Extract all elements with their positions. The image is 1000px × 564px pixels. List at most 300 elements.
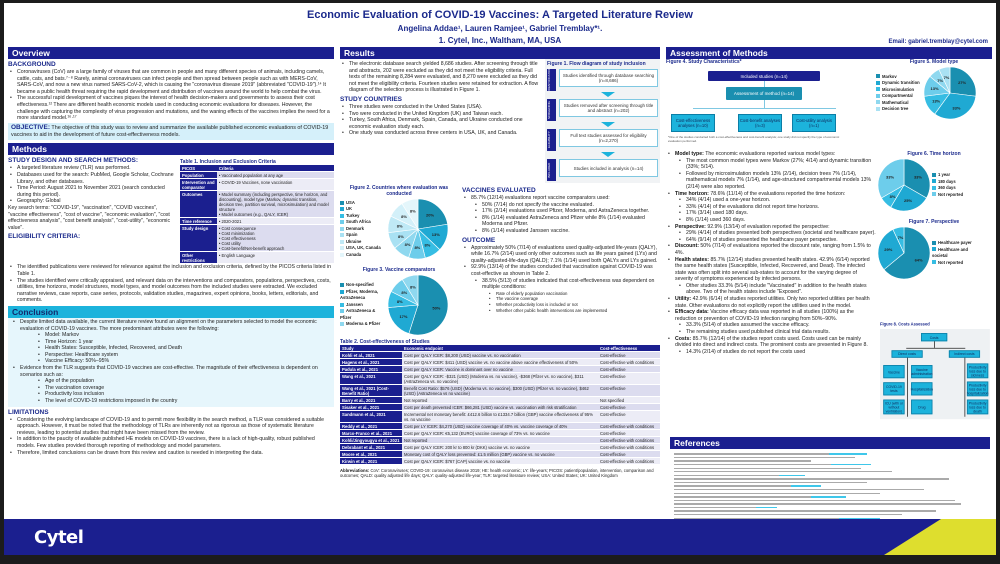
list-item: • 8% (1/14) evaluated Janssen vaccine. xyxy=(462,228,660,235)
list-item: • 14.3% (2/14) of studies do not report the costs used xyxy=(666,349,876,356)
legend-label: Markov xyxy=(882,73,897,79)
assessment-box: Assessment of method (n=14) xyxy=(726,87,802,100)
list-item: • The electronic database search yielded 8,686 studies. After screening through title and abstracts, 202 were excluded as they did not meet the eligibility criteria. Full texts of the remaining 8,284 were evaluated, and 8,270 were excluded as they did not meet the eligibility criteria. Fourteen studies were retained for extraction. A flow diagram of the selection process is illustrated in Figure 1. xyxy=(340,61,540,94)
table-cell: Cost-effective with conditions xyxy=(598,423,660,430)
reference-line-redacted xyxy=(674,493,880,494)
chart-legend xyxy=(932,172,978,198)
pie-data-label: 29% xyxy=(884,246,893,252)
legend-label: Moderna & Pfizer xyxy=(346,321,381,327)
legend-label: Not reported xyxy=(938,259,964,265)
legend-label: Compartmental xyxy=(882,93,913,98)
legend-label: Healthcare payer xyxy=(938,240,972,245)
reference-line-redacted xyxy=(674,500,955,501)
references-header: References xyxy=(670,437,990,449)
pie-data-label: 8% xyxy=(409,208,416,214)
list-item: • The successful rapid development of vaccines piques the interest of health decision-makers and governments to assess their cost effectiveness.¹² There are different health economic models used in conducting economic evaluations for diseases. However, the challenge with capturing the complexity of virus progression and mutations, and the waning effects of the vaccines implies the need for a more standard model.¹⁶·¹⁷ xyxy=(8,95,334,121)
table-row xyxy=(340,366,660,373)
figure-1-caption: Figure 1. Flow diagram of study inclusion xyxy=(547,61,646,67)
legend-swatch xyxy=(340,220,344,224)
list-item: • 8% (1/14) evaluated AstraZeneca and Pfizer while 8% (1/14) evaluated Moderna and Pfizer. xyxy=(462,215,660,228)
legend-swatch xyxy=(876,94,880,98)
references-list-redacted xyxy=(670,449,990,523)
cba-box: Cost-benefit analyses (n=3) xyxy=(738,114,782,132)
list-item: • Approximately 50% (7/14) of evaluations used quality-adjusted life-years (QALY), while 16.7% (2/14) used only other outcomes such as life years gained (LYs) and quality-adjusted-life-days (QALD); 7.1% (1/14) used both QALYs and LYs gained. xyxy=(462,245,660,265)
stage-label: SCREENING xyxy=(547,99,556,121)
contact-email[interactable]: Email: gabriel.tremblay@cytel.com xyxy=(888,39,988,45)
table-cell: Benefit Cost Ratio: $576 (USD) (Moderna vs. no vaccine), $300 (USD) (Pfizer vs. no vaccine), $462 (USD) (AstraZeneca vs no vaccine) xyxy=(402,385,598,397)
limitations-heading: LIMITATIONS xyxy=(8,408,49,416)
pie-data-label: 27% xyxy=(958,79,967,85)
included-studies-box: Included studies (n=14) xyxy=(708,71,820,81)
flow-box: Studies included in analysis (n=14) xyxy=(559,159,658,177)
legend-swatch xyxy=(932,192,936,196)
legend-label: Non-specified xyxy=(346,282,374,288)
abbreviations-text: CoV: Coronaviruses; COVID-19: coronavirus disease 2019; HE: health economic; LY: life-years; PICOS: patient/population, intervention, comparison and outcomes; QALD: quality adjusted life days; QALY: quality-adjusted life-year; TLR: targeted literature review; USA: United States; UK: United Kingdom xyxy=(340,468,654,479)
list-item: • 33.3% (5/14) of studies assumed the vaccine efficacy. xyxy=(666,322,876,329)
bullet-text: 92.9% (13/14) of evaluation reported the perspective: xyxy=(707,223,830,230)
table-cell: Not reported xyxy=(402,397,598,404)
list-item: • Geography: Global xyxy=(8,198,176,205)
list-item: • 92.9% (13/14) of the studies concluded that vaccination against COVID-19 was cost-effective as shown in Table 2. xyxy=(462,264,660,277)
table-cell: Wang et al., 2021 (Cost-Benefit Ratio) xyxy=(340,385,402,397)
legend-swatch xyxy=(340,246,344,250)
reference-line-redacted xyxy=(674,475,805,476)
background-list xyxy=(8,69,334,122)
legend-label: Pfizer, Moderna, AstraZeneca xyxy=(340,288,379,301)
table-cell: • English Language xyxy=(217,252,334,264)
list-item: • Vaccine Efficacy: 50%–95% xyxy=(11,358,331,365)
flow-stage xyxy=(547,159,658,181)
flow-box: Studies removed after screening through title and abstract (n=202) xyxy=(559,99,658,117)
outcome-heading: OUTCOME xyxy=(462,236,496,244)
reference-line-redacted xyxy=(674,510,936,511)
table-row xyxy=(180,252,334,264)
table-row xyxy=(340,430,660,437)
table-cell: Monetary cost of QALY loss prevented: £1.5 million (GBP) vaccine vs. no vaccine xyxy=(402,451,598,458)
list-item: • 50% (7/14) do not specify the vaccine evaluated. xyxy=(462,202,660,209)
list-item: • Three studies were conducted in the United States (USA). xyxy=(340,104,540,111)
bullet-label: Efficacy data: xyxy=(675,309,709,316)
pie-chart xyxy=(922,65,978,121)
flow-stage xyxy=(547,129,658,151)
figure-8-costs-assessed xyxy=(880,322,990,419)
pie-data-label: 25% xyxy=(904,198,913,204)
legend-label: Janssen xyxy=(346,301,363,307)
cost-item: Productivity loss due to sickness xyxy=(968,364,987,377)
legend-swatch xyxy=(340,201,344,205)
reference-line-redacted xyxy=(674,453,867,454)
legend-label: Microsimulation xyxy=(882,86,915,92)
reference-link-redacted xyxy=(829,453,868,454)
table-cell: Population xyxy=(180,172,217,179)
flow-col xyxy=(559,69,658,91)
table-cell: Padula et al., 2021 xyxy=(340,366,402,373)
list-item xyxy=(666,191,876,198)
table-cell: Kohli/Jingyougyu et al., 2021 xyxy=(340,437,402,444)
cost-item: Productivity loss due to hospitalization xyxy=(966,382,989,396)
legend-swatch xyxy=(340,227,344,231)
legend-swatch xyxy=(876,87,880,91)
table-cell: Not reported xyxy=(402,437,598,444)
table-cell: Time reference xyxy=(180,218,217,225)
table-cell: Outcomes xyxy=(180,191,217,218)
table-cell: Cost per QALY ICER: $411 (USD) vaccine vs. no vaccine above vaccine effectiveness of 50% xyxy=(402,359,598,366)
flow-stage xyxy=(547,99,658,121)
legend-label: AstraZeneca & Pfizer xyxy=(340,308,376,320)
reference-line-redacted xyxy=(674,457,855,458)
poster-header xyxy=(4,9,996,45)
pie-data-label: 13% xyxy=(431,231,440,237)
stage-label: INCLUDED xyxy=(547,159,556,181)
study-design-heading: STUDY DESIGN AND SEARCH METHODS: xyxy=(8,157,139,165)
legend-label: Dynamic transition xyxy=(882,80,920,85)
legend-swatch xyxy=(340,240,344,244)
table-cell: Sandmann et al., 2021 xyxy=(340,411,402,423)
table-cell: Incremental net monetary benefit: £412.6 billion to £1334.7 billion (GBP) vaccine effectiveness of 95% vs. no vaccine xyxy=(402,411,598,423)
reference-link-redacted xyxy=(811,496,845,497)
table-row xyxy=(340,411,660,423)
reference-line-redacted xyxy=(674,464,871,465)
legend-label: 360 days xyxy=(938,185,956,190)
table-cell: Cost-effective xyxy=(598,373,660,385)
pie-data-label: 8% xyxy=(889,193,896,199)
table-cell: • COVID-19 Vaccines, none vaccination xyxy=(217,179,334,191)
legend-label: Turkey xyxy=(346,212,360,218)
assessment-column xyxy=(666,47,992,355)
list-item: • 8% (1/14) used 360 days. xyxy=(666,217,876,224)
legend-label: Ukraine xyxy=(346,238,362,244)
pie-data-label: 8% xyxy=(404,241,411,247)
legend-label: 180 days xyxy=(938,178,956,184)
flow-col xyxy=(559,129,658,151)
table-cell: Marco-Franco et al., 2021 xyxy=(340,430,402,437)
cost-item: Hospitalization xyxy=(911,382,932,395)
pie-data-label: 17% xyxy=(399,314,408,320)
legend-label: South Africa xyxy=(346,219,371,225)
pie-chart xyxy=(876,157,932,213)
table-cell: Cost per QALY ICER: €5,132 (EURO) vaccine coverage of 73% vs. no vaccine xyxy=(402,430,598,437)
legend-swatch xyxy=(932,173,936,177)
bullet-text: 85.7% (12/14) studies presented health states. 42.9% (6/14) reported the same health states (Susceptible, Infected, Recovered, and Dead). The infected state was often split into several sub-states to account for the varying degree of severity of symptoms experienced by infected persons. xyxy=(675,256,870,283)
table-row xyxy=(340,385,660,397)
table-cell: Cost-effective xyxy=(598,430,660,437)
list-item: • Productivity loss inclusion xyxy=(11,391,331,398)
list-item xyxy=(666,151,876,158)
table-header: Study xyxy=(340,345,402,352)
list-item: • Coronaviruses (CoV) are a large family of viruses that are common in people and many different species of animals, including camels, cattle, cats, and bats.⁷⁻⁸ Rarely, animal coronaviruses can infect people and then spread between people such as with MERS-CoV, SARS-CoV, and now a new virus named SARS-CoV-2, which is causing the "coronavirus disease 2019" (abbreviated "COVID-19").¹⁴ It became a public health threat requiring the rapid development and distribution of vaccines around the world to help combat the virus. xyxy=(8,69,334,95)
indirect-costs-box: Indirect costs xyxy=(949,350,980,357)
cost-item: Vaccine administration xyxy=(911,365,932,378)
list-item: • 33% (4/14) of the evaluations did not report time horizons. xyxy=(666,204,876,211)
list-item: • Age of the population xyxy=(11,378,331,385)
bullet-label: Perspective: xyxy=(675,223,706,230)
bullet-text: The economic evaluations reported various model types: xyxy=(705,151,836,157)
list-item xyxy=(666,296,876,309)
assessment-list xyxy=(666,151,876,355)
bullet-label: Utility: xyxy=(675,296,692,303)
legend-label: Canada xyxy=(346,251,362,257)
legend-swatch xyxy=(340,322,344,326)
figure-7-caption: Figure 7. Perspective xyxy=(908,219,960,225)
cost-item: Vaccine xyxy=(883,365,904,378)
legend-item xyxy=(932,192,978,199)
references-section xyxy=(670,437,990,523)
table-row xyxy=(340,451,660,458)
figure-4-study-characteristics xyxy=(666,59,876,151)
pie-data-label: 8% xyxy=(396,298,403,304)
table-row xyxy=(180,225,334,252)
pie-data-label: 33% xyxy=(913,174,922,180)
table-cell: Cost-effective xyxy=(598,352,660,359)
assessment-header: Assessment of Methods xyxy=(666,47,992,59)
table-cell: • 2020-2021 xyxy=(217,218,334,225)
list-item: • Evidence from the TLR suggests that COVID-19 vaccines are cost-effective. The magnitude of their effectiveness is dependent on scenarios such as: xyxy=(11,365,331,378)
bullet-label: Costs: xyxy=(675,335,692,342)
list-item: • Two were conducted in the United Kingdom (UK) and Taiwan each. xyxy=(340,111,540,118)
table-cell: Sisaker et al., 2021 xyxy=(340,404,402,411)
list-item: • Health States: Susceptible, Infected, Recovered, and Death xyxy=(11,345,331,352)
legend-swatch xyxy=(876,100,880,104)
bullet-label: Discount: xyxy=(675,243,699,250)
list-item: • Databases used for the search: PubMed, Google Scholar, Cochrane Library, and other databases. xyxy=(8,172,176,185)
legend-label: Denmark xyxy=(346,225,364,231)
table-1-caption: Table 1. Inclusion and Exclusion Criteria xyxy=(180,159,276,166)
list-item: • Whether other public health interventions are implemented xyxy=(462,308,660,314)
bullet-text: 78.6% (11/14) of the evaluations reported the time horizon: xyxy=(710,190,846,197)
figure-8-caption: Figure 8. Costs Assessed xyxy=(880,322,930,328)
bullet-label: Model type: xyxy=(675,151,704,157)
legend-swatch xyxy=(932,260,936,264)
reference-line-redacted xyxy=(674,478,949,479)
flow-stage xyxy=(547,69,658,91)
affiliation: 1. Cytel, Inc., Waltham, MA, USA xyxy=(438,36,562,45)
down-arrow-icon xyxy=(601,92,615,97)
pie-data-label: 20% xyxy=(426,212,435,218)
direct-costs-box: Direct costs xyxy=(891,350,922,357)
reference-line-redacted xyxy=(674,485,821,486)
legend-label: USA, UK, Canada xyxy=(346,245,381,251)
reference-line-redacted xyxy=(674,471,892,472)
reference-link-redacted xyxy=(791,485,820,486)
vaccines-evaluated-heading: VACCINES EVALUATED xyxy=(462,187,536,194)
list-item: • Therefore, limited conclusions can be drawn from this review and caution is needed in interpreting the data. xyxy=(8,450,334,457)
flow-col xyxy=(559,99,658,121)
table-cell: • Vaccinated population at any age xyxy=(217,172,334,179)
chart-legend xyxy=(876,74,922,113)
conclusion-header: Conclusion xyxy=(8,306,334,318)
list-item: • 64% (9/14) of studies presented the healthcare payer perspective. xyxy=(666,237,876,244)
down-arrow-icon xyxy=(601,152,615,157)
pie-data-label: 33% xyxy=(952,105,961,111)
reference-line-redacted xyxy=(674,460,811,461)
pie-chart xyxy=(386,197,450,261)
poster-title: Economic Evaluation of COVID-19 Vaccines: A Targeted Literature Review xyxy=(307,9,693,21)
list-item: • Followed by microsimulation models 13% (2/14), decision trees 7% (1/14), mathematical models 7% (1/14), and age-structured compartmental models 13% (2/14) were also reported. xyxy=(666,171,876,191)
list-item: • Despite limited data available, the current literature review found an alignment on the parameters selected to model the economic evaluation of COVID-19 vaccines. The more predominant attributes were the following: xyxy=(11,319,331,332)
legend-swatch xyxy=(932,179,936,183)
bullet-label: Health states: xyxy=(675,256,710,263)
table-row xyxy=(340,458,660,465)
table-header: Criteria xyxy=(217,165,334,172)
list-item: • 17% (3/14) used 180 days. xyxy=(666,210,876,217)
bullet-text: 42.9% (6/14) of studies reported utilities. Only two reported utilities per health state. Other evaluations do not explicitly report the utilities used in the model. xyxy=(675,296,870,309)
objective-text: The objective of this study was to review and summarize the available published economic evaluations of COVID-19 vaccines to aid in the development of future cost-effectiveness models. xyxy=(11,124,329,138)
list-item: • Whether productivity loss is included or not xyxy=(462,302,660,308)
list-item: • In addition to the paucity of available published HE models on COVID-19 vaccines, there is a lack of high-quality, robust published models. Few studies provided thorough reporting of methodology and model parameters. xyxy=(8,436,334,449)
list-item: • 34% (4/14) used a one-year horizon. xyxy=(666,197,876,204)
legend-swatch xyxy=(340,290,344,294)
list-item xyxy=(666,224,876,231)
table-header: PICOS xyxy=(180,165,217,172)
table-cell: Cost-effective with conditions xyxy=(598,458,660,465)
list-item: • 29% (4/14) of studies presented both perspectives (societal and healthcare payer). xyxy=(666,230,876,237)
chart-legend xyxy=(340,282,386,328)
table-cell: • Cost consequence • Cost minimization • Cost effectiveness • Cost utility • Cost-benefit/Net-benefit approach xyxy=(217,225,334,252)
legend-swatch xyxy=(340,214,344,218)
table-cell: Cost per LY ICER: $4,270 (USD) vaccine coverage of 40% vs. vaccine coverage of 40% xyxy=(402,423,598,430)
legend-item xyxy=(932,247,978,260)
key-search-terms: Key search terms: "COVID-19", "vaccination", "COVID vaccines", "vaccine effectiveness", "cost of vaccine", "economic evaluation", "cost effectiveness analysis", "cost benefit analysis", "cost-utility", "economic value". xyxy=(8,204,171,231)
list-item: • Time Period: August 2021 to November 2021 (search conducted during this period). xyxy=(8,185,176,198)
table-cell: • Model summary (including perspective, time horizon, and discounting), model type (Markov, dynamic transition, decision tree, partition survival, microsimulation) and model structure • Model outcomes (e.g., QALY, ICER) xyxy=(217,191,334,218)
pie-data-label: 7% xyxy=(943,74,950,80)
background-heading: BACKGROUND xyxy=(8,61,56,68)
list-item: • 17% (2/14) evaluations used Pfizer, Moderna, and AstraZeneca together. xyxy=(462,208,660,215)
legend-item xyxy=(340,308,386,321)
abbreviations xyxy=(340,468,660,478)
pie-data-label: 13% xyxy=(932,98,941,104)
reference-line-redacted xyxy=(674,468,861,469)
methods-header: Methods xyxy=(8,143,334,155)
reference-line-redacted xyxy=(674,514,902,515)
table-row xyxy=(340,373,660,385)
costs-box: Costs xyxy=(921,333,947,341)
table-row xyxy=(180,179,334,191)
table-row xyxy=(340,359,660,366)
legend-label: Decision tree xyxy=(882,106,909,111)
legend-label: USA xyxy=(346,199,355,205)
down-arrow-icon xyxy=(601,122,615,127)
table-cell: Cost-effective with conditions xyxy=(598,444,660,451)
table-cell: Other restrictions xyxy=(180,252,217,264)
pie-data-label: 8% xyxy=(424,242,431,248)
legend-swatch xyxy=(340,283,344,287)
table-cell: Kohli et al., 2021 xyxy=(340,352,402,359)
list-item xyxy=(666,243,876,256)
pie-data-label: 7% xyxy=(937,77,944,83)
table-cell: Study design xyxy=(180,225,217,252)
list-item: • The vaccine coverage xyxy=(462,296,660,302)
pie-chart xyxy=(386,273,450,337)
pie-data-label: 8% xyxy=(396,223,403,229)
table-row xyxy=(340,352,660,359)
table-cell: Cost per QALY ICER: $767 (CAP) vaccine vs. no vaccine xyxy=(402,458,598,465)
list-item: • The level of COVID-19 restrictions imposed in the country xyxy=(11,398,331,405)
table-cell: Cost-effective xyxy=(598,411,660,423)
table-cell: Cost-effective xyxy=(598,385,660,397)
table-cell: Cost per QALY ICER: Vaccine is dominant over no vaccine xyxy=(402,366,598,373)
pie-data-label: 50% xyxy=(432,305,441,311)
list-item: • Perspective: Healthcare system xyxy=(11,352,331,359)
flow-col xyxy=(559,159,658,181)
list-item: • Model: Markov xyxy=(11,332,331,339)
table-row xyxy=(180,191,334,218)
legend-swatch xyxy=(932,247,936,251)
list-item: • The studies identified were critically appraised, and relevant data on the interventions and comparators, populations, perspectives, costs, utilities, time horizons, model structures, model types, and model outcomes from the included studies were extracted. We excluded narrative reviews, case reports, case series, protocols, validation studies, magazines, expert opinions, books, letters, editorials, and comments. xyxy=(8,278,334,304)
chart-legend xyxy=(340,200,386,259)
list-item xyxy=(666,336,876,349)
figure-2-caption: Figure 2. Countries where evaluation was conducted xyxy=(349,185,449,197)
table-cell: Cost-effective with conditions xyxy=(598,437,660,444)
pie-data-label: 8% xyxy=(414,245,421,251)
pie-data-label: 7% xyxy=(897,234,904,240)
legend-swatch xyxy=(340,253,344,257)
table-cell: Moore et al., 2021 xyxy=(340,451,402,458)
list-item: • A targeted literature review (TLR) was performed. xyxy=(8,165,176,172)
table-cell: Intervention and comparator xyxy=(180,179,217,191)
cua-box: Cost-utility analysis (n=1) xyxy=(792,114,836,132)
figure-6-caption: Figure 6. Time horizon xyxy=(907,151,961,157)
overview-header: Overview xyxy=(8,47,334,59)
reference-line-redacted xyxy=(674,503,961,504)
legend-item xyxy=(340,252,386,259)
legend-item xyxy=(340,321,386,328)
table-row xyxy=(340,404,660,411)
legend-swatch xyxy=(340,207,344,211)
list-item xyxy=(666,257,876,283)
authors: Angelina Addae¹, Lauren Ramjee¹, Gabriel Tremblay*¹. xyxy=(397,24,603,33)
table-2 xyxy=(340,339,660,465)
stage-label: IDENTIFICATION xyxy=(547,69,556,91)
legend-swatch xyxy=(340,233,344,237)
bullet-text: Vaccine efficacy data was reported in all studies (100%) as the reduction or prevention of COVID-19 infection ranging from 50%–90%. xyxy=(675,309,854,322)
table-row xyxy=(340,437,660,444)
cost-item: Drug xyxy=(911,400,932,415)
pie-data-label: 8% xyxy=(401,289,408,295)
table-row xyxy=(180,218,334,225)
table-header: Economic endpoint xyxy=(402,345,598,352)
eligibility-heading: ELIGIBILITY CRITERIA: xyxy=(8,233,81,241)
stage-label: ELIGIBILITY xyxy=(547,129,556,151)
cea-box: Cost-effectiveness analyses (n=10) xyxy=(671,114,715,132)
figure-1-flow-diagram xyxy=(545,59,660,183)
pie-data-label: 64% xyxy=(914,257,923,263)
results-header: Results xyxy=(340,47,660,59)
cost-item: COVID-19 tests xyxy=(883,382,904,395)
table-cell: Cost-effective xyxy=(598,404,660,411)
left-column xyxy=(8,47,334,456)
legend-label: Spain xyxy=(346,232,358,238)
table-cell: Kirwin et al., 2021 xyxy=(340,458,402,465)
legend-swatch xyxy=(876,81,880,85)
legend-swatch xyxy=(340,303,344,307)
table-cell: Not specified xyxy=(598,397,660,404)
legend-label: Healthcare and societal xyxy=(932,246,969,258)
results-column xyxy=(340,47,660,478)
legend-swatch xyxy=(876,107,880,111)
poster xyxy=(4,3,996,555)
reference-line-redacted xyxy=(674,496,846,497)
list-item: • One study was conducted across three centers in USA, UK, and Canada. xyxy=(340,130,540,137)
list-item: • Considering the evolving landscape of COVID-19 and to permit more flexibility in the search method, a TLR was considered a suitable approach. However, it must be noted that the methodology of TLRs are inherently not as rigorous as those of systematic literature reviews, leading to potential studies that might have been missed from the review. xyxy=(8,417,334,437)
conclusion-box xyxy=(8,318,334,407)
pie-data-label: 13% xyxy=(930,86,939,92)
list-item: • Rate of elderly population vaccination xyxy=(462,291,660,297)
table-cell: Cost-effective xyxy=(598,451,660,458)
legend-label: 1 year xyxy=(938,172,951,177)
table-2-caption: Table 2. Cost-effectiveness of Studies xyxy=(340,339,430,345)
flow-box: Full text studies assessed for eligibility (n=2,270) xyxy=(559,129,658,147)
